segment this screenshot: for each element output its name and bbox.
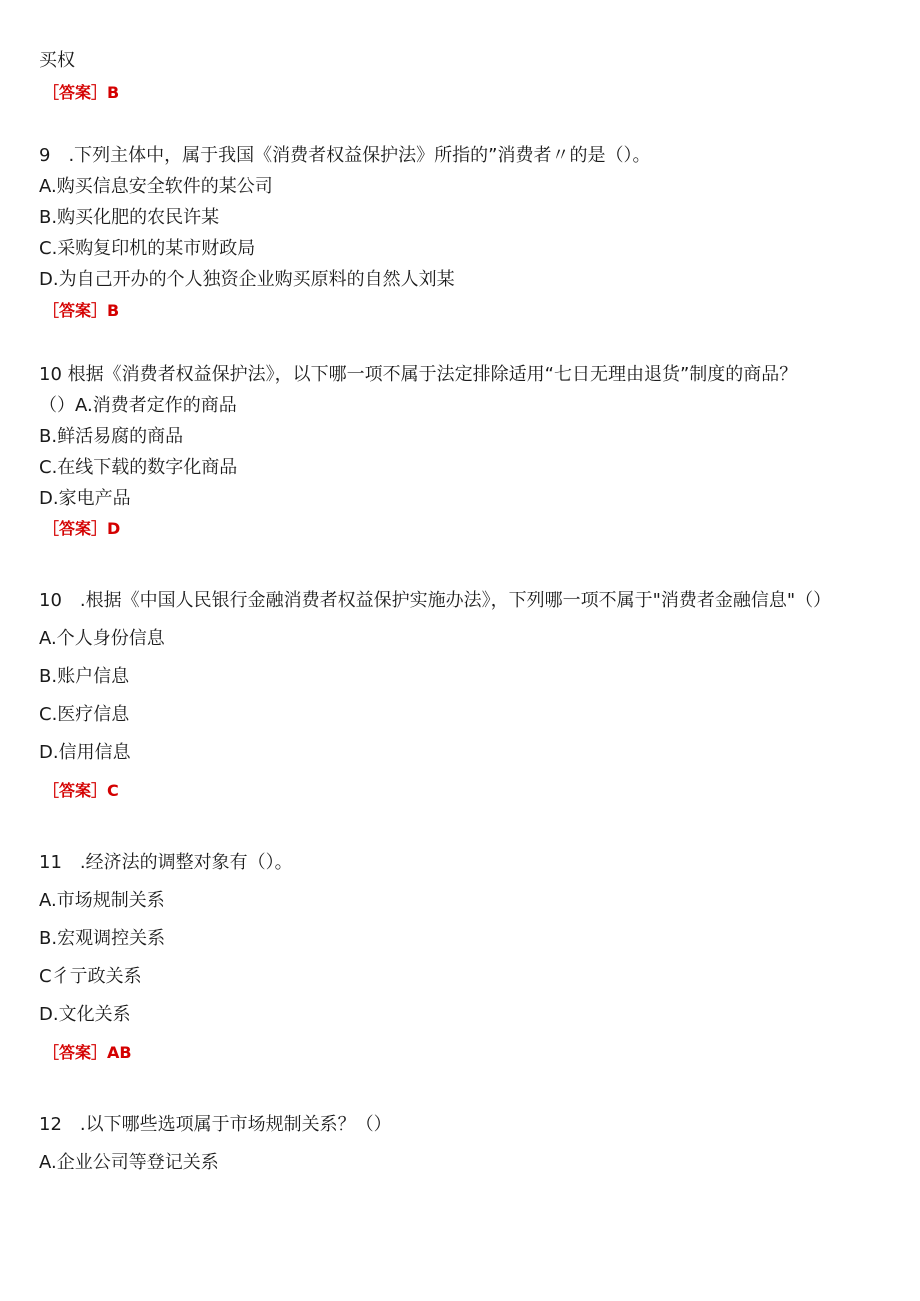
option-a: A.企业公司等登记关系 xyxy=(39,1152,219,1173)
option-a: （）A.消费者定作的商品 xyxy=(39,395,237,416)
option-d: D.家电产品 xyxy=(39,488,131,509)
question-9: 9 .下列主体中，属于我国《消费者权益保护法》所指的”消费者〃的是（）。 xyxy=(39,145,651,166)
option-a: A.市场规制关系 xyxy=(39,890,165,911)
option-d: D.信用信息 xyxy=(39,742,131,763)
text-line: 买权 xyxy=(39,50,75,71)
answer-label: ［答案］B xyxy=(43,301,120,320)
answer-label: ［答案］AB xyxy=(43,1043,132,1062)
answer-label: ［答案］C xyxy=(43,781,119,800)
option-d: D.为自己开办的个人独资企业购买原料的自然人刘某 xyxy=(39,269,455,290)
option-b: B.宏观调控关系 xyxy=(39,928,166,949)
question-10b: 10 .根据《中国人民银行金融消费者权益保护实施办法》，下列哪一项不属于"消费者金融信息"（） xyxy=(39,590,832,611)
option-c: C.采购复印机的某市财政局 xyxy=(39,238,256,259)
option-b: B.账户信息 xyxy=(39,666,130,687)
option-c: C.在线下载的数字化商品 xyxy=(39,457,238,478)
question-12: 12 .以下哪些选项属于市场规制关系？（） xyxy=(39,1114,392,1135)
option-c: C.医疗信息 xyxy=(39,704,130,725)
option-c: C彳亍政关系 xyxy=(39,966,142,987)
option-d: D.文化关系 xyxy=(39,1004,131,1025)
question-10: 10 根据《消费者权益保护法》，以下哪一项不属于法定排除适用“七日无理由退货”制度的商品？ xyxy=(39,364,798,385)
option-b: B.鲜活易腐的商品 xyxy=(39,426,184,447)
answer-label: ［答案］D xyxy=(43,519,121,538)
question-11: 11 .经济法的调整对象有（）。 xyxy=(39,852,293,873)
option-a: A.购买信息安全软件的某公司 xyxy=(39,176,273,197)
option-b: B.购买化肥的农民许某 xyxy=(39,207,220,228)
answer-label: ［答案］B xyxy=(43,83,120,102)
option-a: A.个人身份信息 xyxy=(39,628,165,649)
